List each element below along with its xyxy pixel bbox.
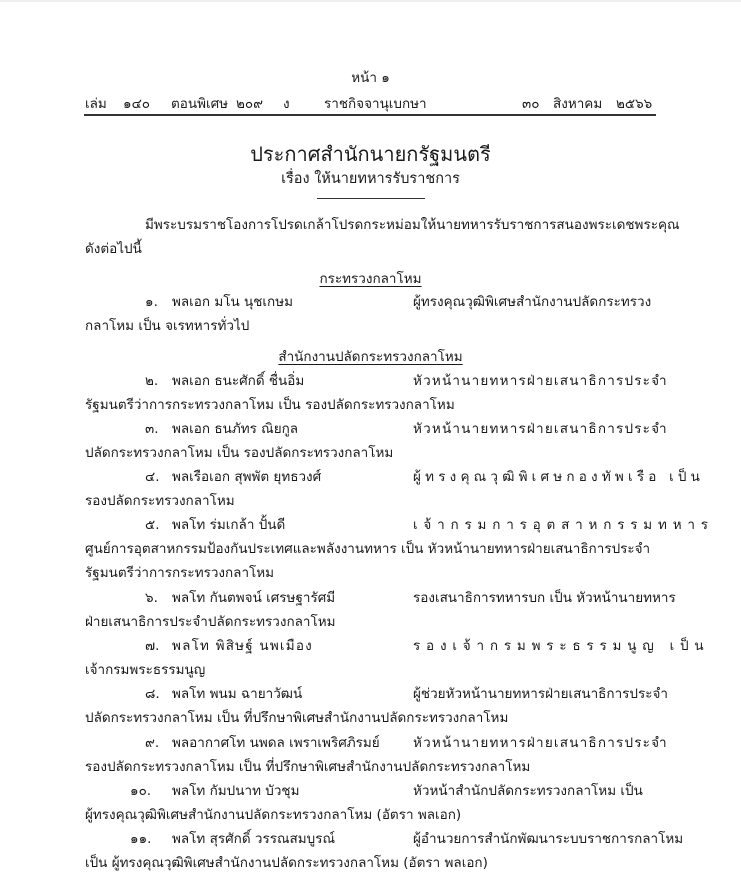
- entry-name: พลโท พนม ฉายาวัฒน์: [172, 686, 303, 702]
- entry-position-line-1: เจ้ากรมการอุตสาหกรรมทหาร: [413, 517, 714, 533]
- entry-position-line-1: รองเจ้ากรมพระธรรมนูญ เป็น: [413, 638, 710, 654]
- entry-position-line-2: ปลัดกระทรวงกลาโหม เป็น รองปลัดกระทรวงกลาโหม: [85, 445, 394, 461]
- intro-line-1: มีพระบรมราชโองการโปรดเกล้าโปรดกระหม่อมให้นายทหารรับราชการสนองพระเดชพระคุณ: [145, 217, 680, 233]
- entry-number: ๒.: [145, 373, 159, 389]
- announcement-subject: เรื่อง ให้นายทหารรับราชการ: [281, 171, 460, 187]
- entry-position-line-1: รองเสนาธิการทหารบก เป็น หัวหน้านายทหาร: [413, 590, 676, 606]
- entry-name: พลโท กัมปนาท บัวชุม: [172, 783, 300, 799]
- entry-position-line-2: ปลัดกระทรวงกลาโหม เป็น ที่ปรึกษาพิเศษสำนักงานปลัดกระทรวงกลาโหม: [85, 710, 509, 726]
- section-heading-ministry: กระทรวงกลาโหม: [319, 271, 422, 287]
- entry-number: ๖.: [145, 590, 158, 606]
- entry-position-line-2: ผู้ทรงคุณวุฒิพิเศษสำนักงานปลัดกระทรวงกลาโหม (อัตรา พลเอก): [85, 807, 462, 823]
- entry-position-line-1: หัวหน้านายทหารฝ่ายเสนาธิการประจำ: [413, 735, 668, 751]
- entry-position-line-3: รัฐมนตรีว่าการกระทรวงกลาโหม: [85, 565, 275, 581]
- entry-position-line-1: หัวหน้าสำนักปลัดกระทรวงกลาโหม เป็น: [413, 783, 643, 799]
- section-label: ตอนพิเศษ: [171, 96, 229, 112]
- entry-position-line-1: หัวหน้านายทหารฝ่ายเสนาธิการประจำ: [413, 373, 668, 389]
- entry-position-line-2: เจ้ากรมพระธรรมนูญ: [85, 662, 206, 678]
- entry-position-line-2: เป็น ผู้ทรงคุณวุฒิพิเศษสำนักงานปลัดกระทรวงกลาโหม (อัตรา พลเอก): [85, 855, 488, 871]
- header-divider: [84, 114, 656, 116]
- entry-number: ๑๑.: [130, 831, 152, 847]
- entry-name: พลเอก มโน นุชเกษม: [172, 294, 294, 310]
- entry-position-line-1: ผู้ทรงคุณวุฒิพิเศษกองทัพเรือ เป็น: [413, 469, 705, 485]
- section-letter: ง: [283, 96, 290, 112]
- entry-number: ๗.: [145, 638, 160, 654]
- entry-position-line-2: กลาโหม เป็น จเรทหารทั่วไป: [85, 318, 250, 334]
- entry-number: ๑๐.: [130, 783, 152, 799]
- publication-name: ราชกิจจานุเบกษา: [324, 96, 427, 112]
- volume-number: ๑๔๐: [123, 96, 151, 112]
- entry-position-line-1: ผู้ช่วยหัวหน้านายทหารฝ่ายเสนาธิการประจำ: [413, 686, 668, 702]
- entry-name: พลเรือเอก สุพพัต ยุทธวงศ์: [172, 469, 322, 485]
- volume-label: เล่ม: [85, 96, 107, 112]
- entry-name: พลเอก ธนะศักดิ์ ชื่นอิ่ม: [172, 373, 305, 389]
- entry-number: ๘.: [145, 686, 160, 702]
- entry-name: พลโท กันตพจน์ เศรษฐารัศมี: [172, 590, 336, 606]
- entry-number: ๔.: [145, 469, 160, 485]
- date-month: สิงหาคม: [553, 96, 603, 112]
- date-year: ๒๕๖๖: [616, 96, 653, 112]
- entry-position-line-2: ฝ่ายเสนาธิการประจำปลัดกระทรวงกลาโหม: [85, 614, 336, 630]
- entry-position-line-1: ผู้ทรงคุณวุฒิพิเศษสำนักงานปลัดกระทรวง: [413, 294, 652, 310]
- entry-position-line-1: ผู้อำนวยการสำนักพัฒนาระบบราชการกลาโหม: [413, 831, 684, 847]
- title-divider: [317, 198, 425, 199]
- page-number: หน้า ๑: [351, 70, 390, 86]
- entry-number: ๕.: [145, 517, 160, 533]
- entry-position-line-2: รองปลัดกระทรวงกลาโหม: [85, 493, 235, 509]
- announcement-title: ประกาศสำนักนายกรัฐมนตรี: [250, 142, 491, 166]
- section-number: ๒๐๙: [236, 96, 264, 112]
- entry-number: ๑.: [145, 294, 158, 310]
- intro-line-2: ดังต่อไปนี้: [85, 241, 142, 257]
- section-heading-office: สำนักงานปลัดกระทรวงกลาโหม: [278, 349, 463, 365]
- entry-number: ๓.: [145, 421, 159, 437]
- entry-position-line-1: หัวหน้านายทหารฝ่ายเสนาธิการประจำ: [413, 421, 668, 437]
- entry-position-line-2: รัฐมนตรีว่าการกระทรวงกลาโหม เป็น รองปลัดกระทรวงกลาโหม: [85, 397, 455, 413]
- entry-name: พลเอก ธนภัทร ณิยกูล: [172, 421, 299, 437]
- entry-number: ๙.: [145, 735, 160, 751]
- entry-name: พลโท สุรศักดิ์ วรรณสมบูรณ์: [172, 831, 335, 847]
- entry-name: พลอากาศโท นพดล เพราเพริศภิรมย์: [172, 735, 380, 751]
- entry-name: พลโท ร่มเกล้า ปั้นดี: [172, 517, 286, 533]
- entry-position-line-2: รองปลัดกระทรวงกลาโหม เป็น ที่ปรึกษาพิเศษสำนักงานปลัดกระทรวงกลาโหม: [85, 759, 531, 775]
- entry-position-line-2: ศูนย์การอุตสาหกรรมป้องกันประเทศและพลังงานทหาร เป็น หัวหน้านายทหารฝ่ายเสนาธิการประจำ: [85, 541, 651, 557]
- entry-name: พลโท พิสิษฐ์ นพเมือง: [172, 638, 313, 654]
- date-day: ๓๐: [522, 96, 540, 112]
